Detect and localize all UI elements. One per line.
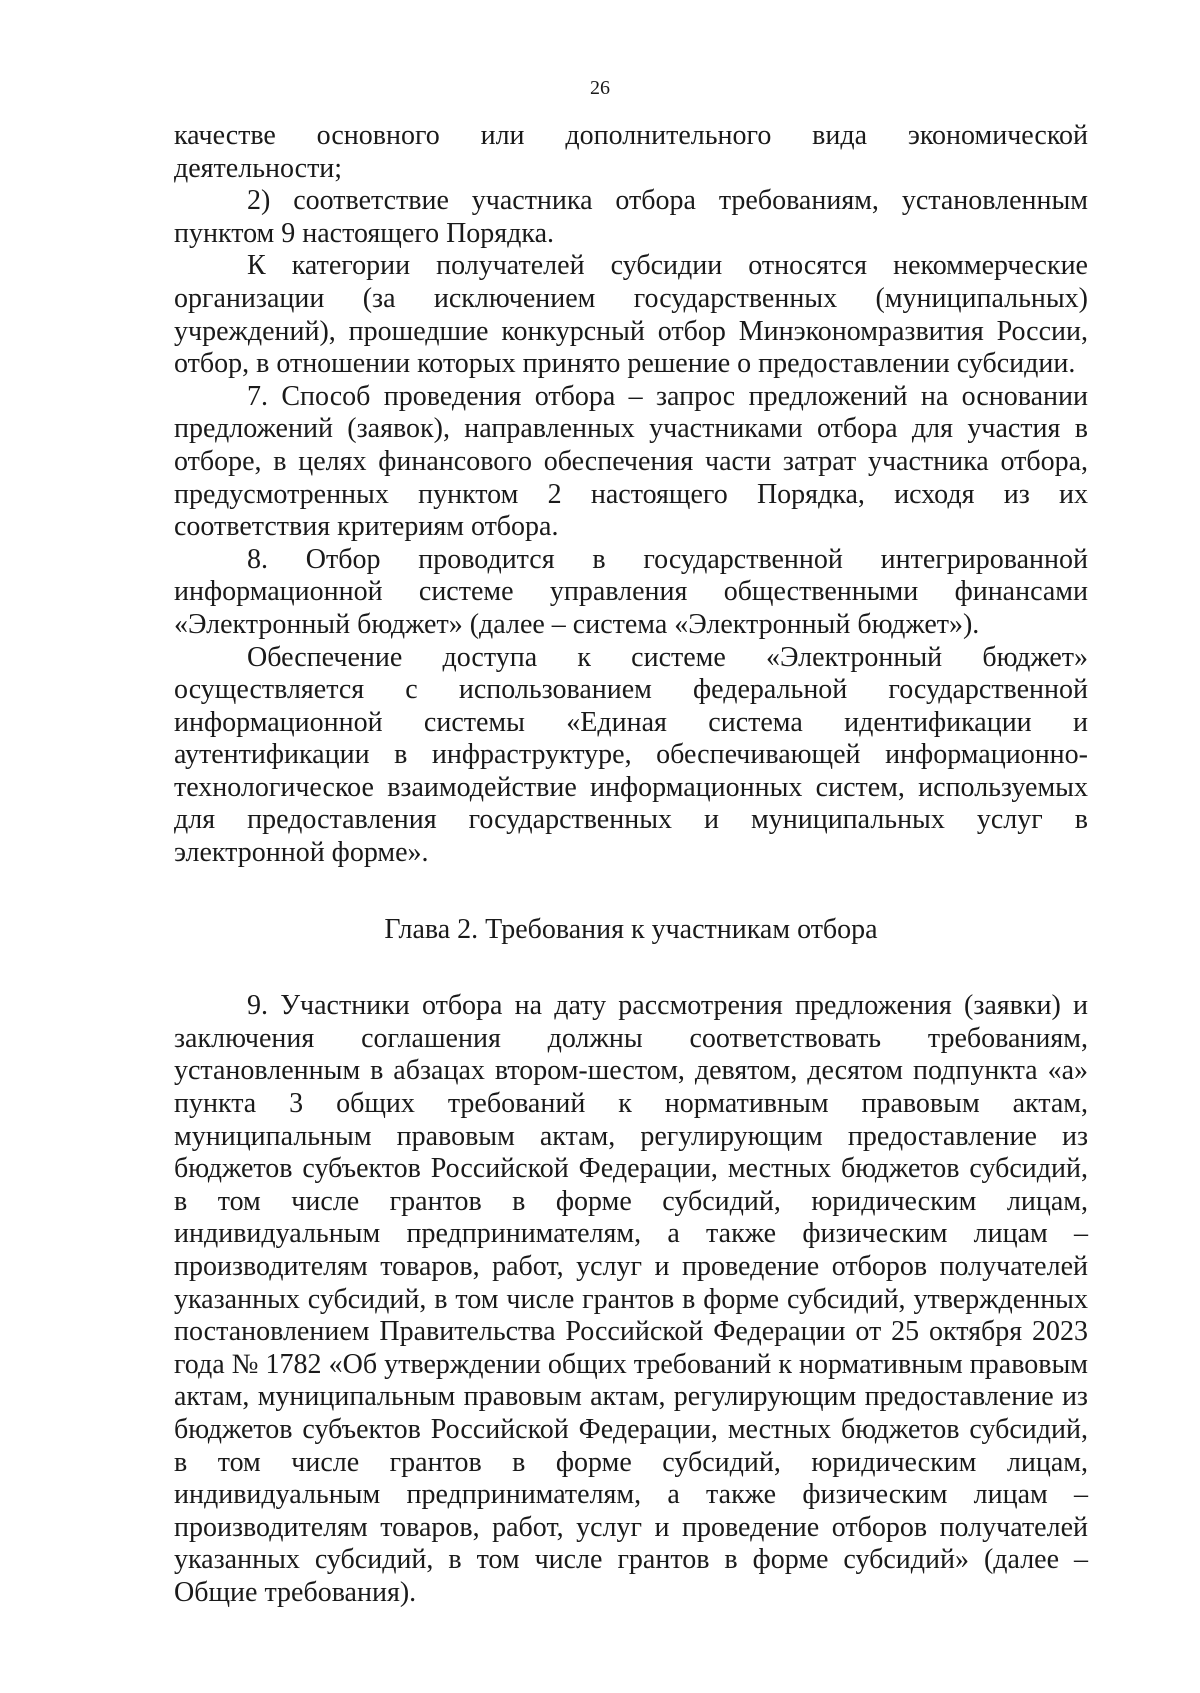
paragraph-recipient-category: К категории получателей субсидии относятся некоммерческие организации (за исключением государственных (муниципальных) учреждений), прошедшие конкурсный отбор Минэкономразвития России, отбор, в отношении которых принято решение о предоставлении субсидии. — [174, 250, 1088, 380]
chapter-heading: Глава 2. Требования к участникам отбора — [384, 913, 878, 945]
paragraph-item-8: 8. Отбор проводится в государственной интегрированной информационной системе управления общественными финансами «Электронный бюджет» (далее – система «Электронный бюджет»). — [174, 543, 1088, 640]
page-number: 26 — [590, 77, 610, 99]
paragraph-requirement-2: 2) соответствие участника отбора требованиям, установленным пунктом 9 настоящего Порядка. — [174, 185, 1088, 249]
paragraph-activity-continuation: качестве основного или дополнительного вида экономической деятельности; — [174, 120, 1088, 184]
paragraph-system-access: Обеспечение доступа к системе «Электронный бюджет» осуществляется с использованием федеральной государственной информационной системы «Единая система идентификации и аутентификации в инфраструктуре, обеспечивающей информационно-технологическое взаимодействие информационных систем, используемых для предоставления государственных и муниципальных услуг в электронной форме». — [174, 641, 1088, 869]
paragraph-item-9: 9. Участники отбора на дату рассмотрения предложения (заявки) и заключения соглашения должны соответствовать требованиям, установленным в абзацах втором-шестом, девятом, десятом подпункта «а» пункта 3 общих требований к нормативным правовым актам, муниципальным правовым актам, регулирующим предоставление из бюджетов субъектов Российской Федерации, местных бюджетов субсидий, в том числе грантов в форме субсидий, юридическим лицам, индивидуальным предпринимателям, а также физическим лицам – производителям товаров, работ, услуг и проведение отборов получателей указанных субсидий, в том числе грантов в форме субсидий, утвержденных постановлением Правительства Российской Федерации от 25 октября 2023 года № 1782 «Об утверждении общих требований к нормативным правовым актам, муниципальным правовым актам, регулирующим предоставление из бюджетов субъектов Российской Федерации, местных бюджетов субсидий, в том числе грантов в форме субсидий, юридическим лицам, индивидуальным предпринимателям, а также физическим лицам – производителям товаров, работ, услуг и проведение отборов получателей указанных субсидий, в том числе грантов в форме субсидий» (далее – Общие требования). — [174, 990, 1088, 1608]
paragraph-item-7: 7. Способ проведения отбора – запрос предложений на основании предложений (заявок), направленных участниками отбора для участия в отборе, в целях финансового обеспечения части затрат участника отбора, предусмотренных пунктом 2 настоящего Порядка, исходя из их соответствия критериям отбора. — [174, 380, 1088, 543]
document-body — [174, 120, 1088, 1610]
